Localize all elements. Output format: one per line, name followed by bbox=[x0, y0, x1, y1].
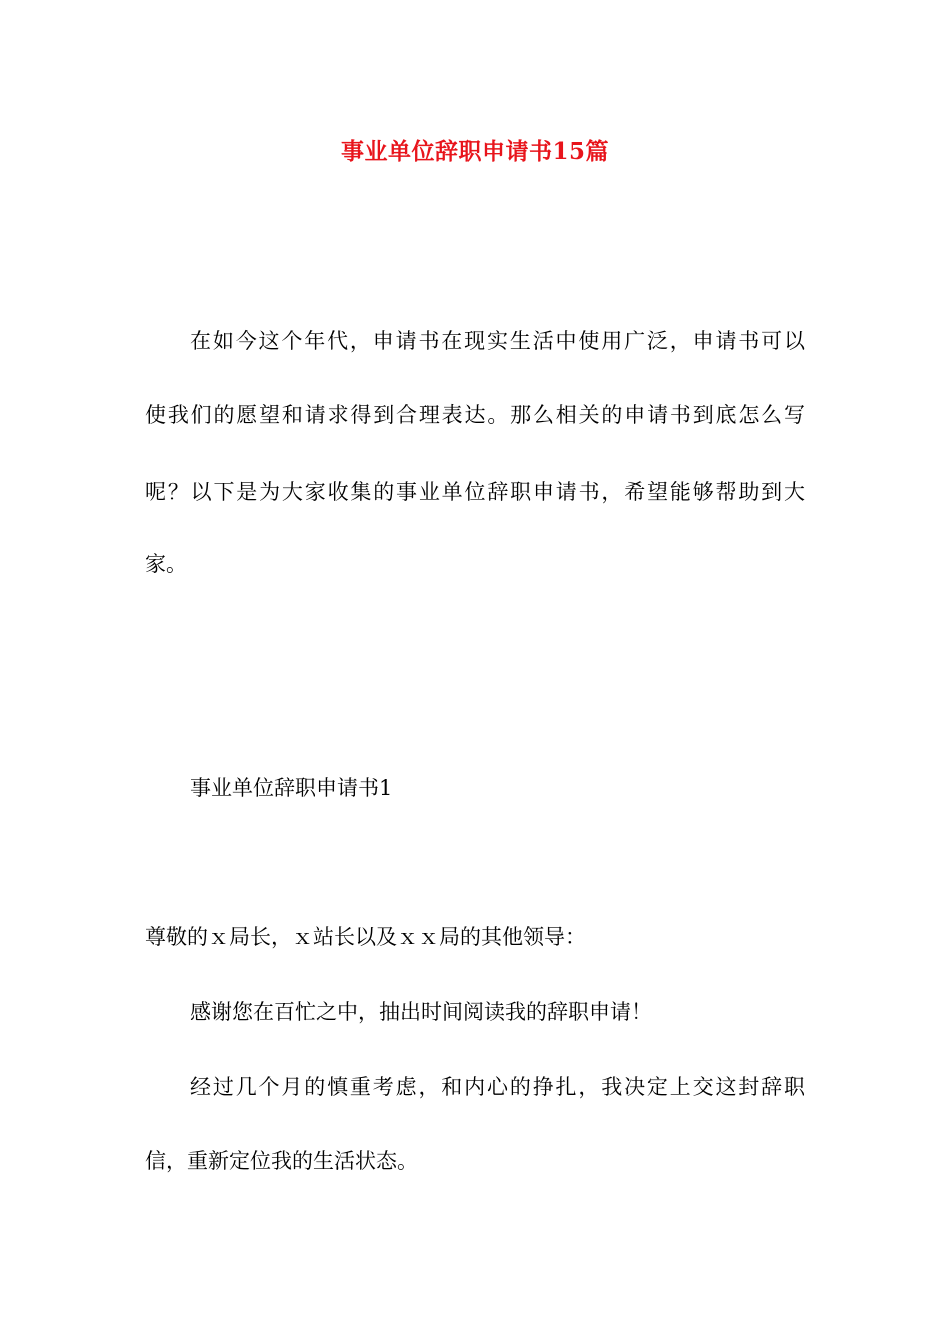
intro-line-3: 呢？以下是为大家收集的事业单位辞职申请书，希望能够帮助到大 bbox=[145, 480, 805, 504]
paragraph-2-line-2: 信，重新定位我的生活状态。 bbox=[145, 1149, 418, 1173]
intro-line-1: 在如今这个年代，申请书在现实生活中使用广泛，申请书可以 bbox=[190, 329, 805, 353]
intro-line-2: 使我们的愿望和请求得到合理表达。那么相关的申请书到底怎么写 bbox=[145, 403, 805, 427]
paragraph-2-line-1: 经过几个月的慎重考虑，和内心的挣扎，我决定上交这封辞职 bbox=[190, 1075, 805, 1099]
intro-line-4: 家。 bbox=[145, 552, 187, 576]
paragraph-1: 感谢您在百忙之中，抽出时间阅读我的辞职申请！ bbox=[190, 1000, 652, 1024]
section-heading: 事业单位辞职申请书1 bbox=[190, 776, 393, 800]
document-title: 事业单位辞职申请书15篇 bbox=[340, 138, 609, 165]
salutation: 尊敬的ｘ局长，ｘ站长以及ｘｘ局的其他领导： bbox=[145, 925, 586, 949]
